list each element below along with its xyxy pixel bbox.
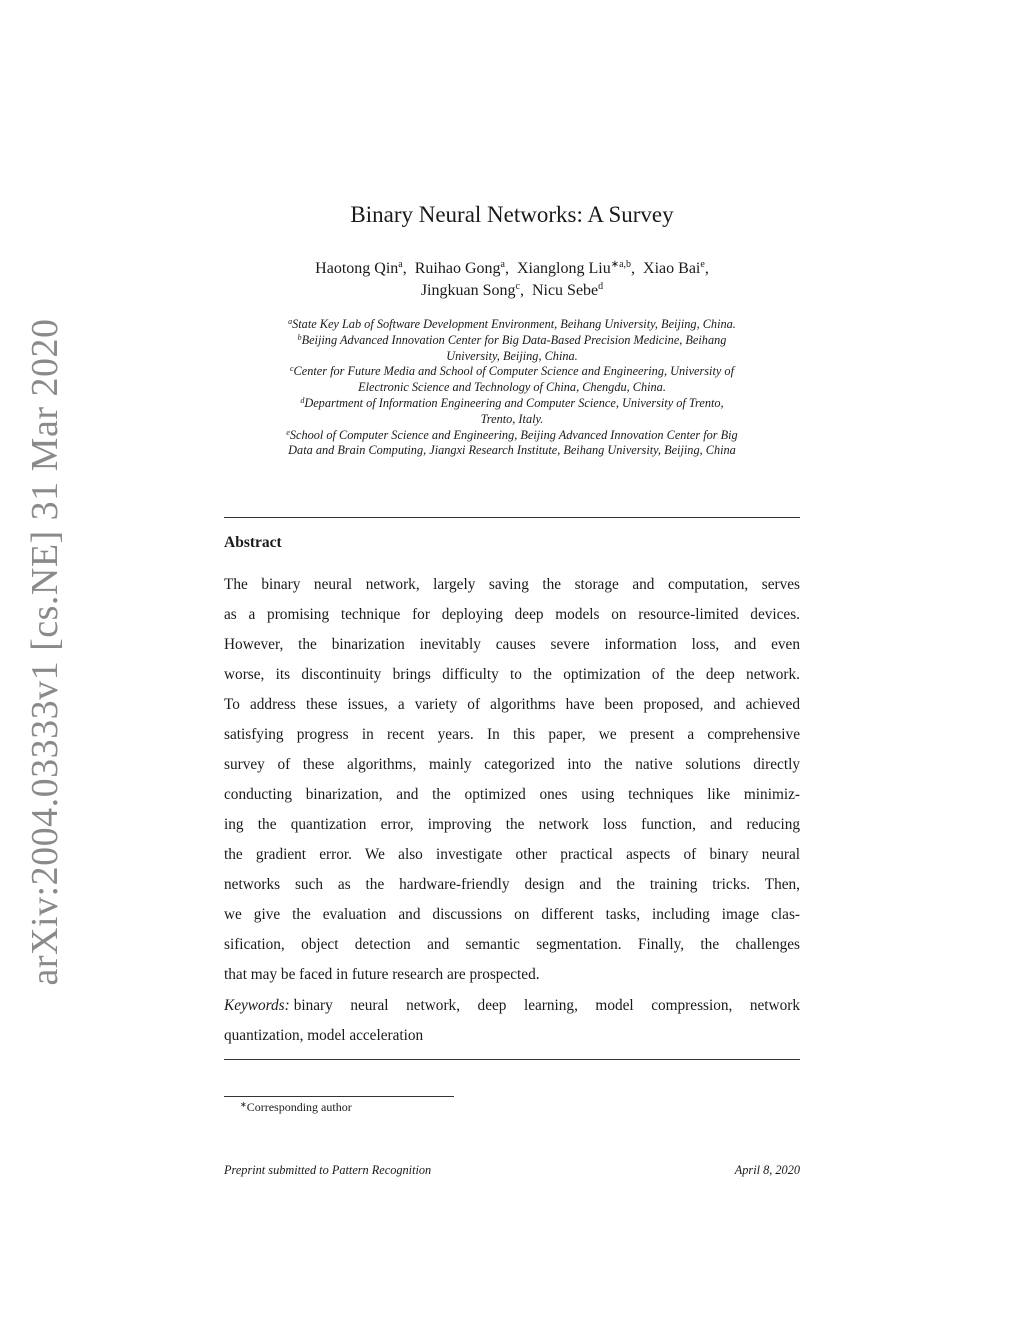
author-line-1: [224, 258, 800, 280]
abstract-body: [224, 570, 800, 990]
abstract-top-rule: [224, 517, 800, 518]
abstract-line: we give the evaluation and discussions on different tasks, including image clas-: [224, 906, 800, 923]
keywords-block: [224, 991, 800, 1051]
affiliation-a: [222, 317, 802, 333]
abstract-line: The binary neural network, largely saving the storage and computation, serves: [224, 576, 800, 593]
affiliation-e-cont: [222, 443, 802, 459]
paper-title: Binary Neural Networks: A Survey: [350, 202, 674, 227]
keywords-line-2: quantization, model acceleration: [224, 1027, 424, 1044]
affiliation-d: [222, 396, 802, 412]
author-superscript: d: [598, 281, 604, 292]
author-line-2: [224, 280, 800, 302]
abstract-line: To address these issues, a variety of algorithms have been proposed, and achieved: [224, 696, 800, 713]
arxiv-identifier-stamp: arXiv:2004.03333v1 [cs.NE] 31 Mar 2020: [24, 318, 66, 986]
abstract-bottom-rule: [224, 1059, 800, 1060]
abstract-line: that may be faced in future research are prospected.: [224, 966, 540, 983]
author-separator: ,: [402, 260, 415, 277]
affiliation-marker: c: [289, 364, 294, 374]
author-name: Nicu Sebe: [531, 282, 599, 299]
author-superscript: e: [700, 259, 705, 270]
footnote: [240, 1100, 352, 1115]
author-name: Ruihao Gong: [414, 260, 501, 277]
abstract-line: satisfying progress in recent years. In this paper, we present a comprehensive: [224, 726, 800, 743]
affiliations-block: [222, 317, 802, 459]
affiliation-line: School of Computer Science and Engineering, Beijing Advanced Innovation Center for Big: [289, 427, 738, 442]
affiliation-b-cont: [222, 349, 802, 365]
author-name: Jingkuan Song: [420, 282, 516, 299]
author-superscript: a: [398, 259, 403, 270]
author-separator: ,: [504, 260, 517, 277]
affiliation-d-cont: [222, 412, 802, 428]
affiliation-e: [222, 428, 802, 444]
footnote-rule: [224, 1096, 454, 1097]
abstract-line: networks such as the hardware-friendly design and the training tricks. Then,: [224, 876, 800, 893]
affiliation-line: Department of Information Engineering and Computer Science, University of Trento,: [304, 395, 724, 410]
affiliation-b: [222, 333, 802, 349]
affiliation-line: Electronic Science and Technology of China, Chengdu, China.: [358, 380, 666, 395]
affiliation-c-cont: [222, 380, 802, 396]
keywords-label: Keywords:: [224, 997, 290, 1014]
author-name: Haotong Qin: [315, 260, 399, 277]
footnote-text: Corresponding author: [246, 1100, 352, 1114]
author-separator: ,: [519, 282, 532, 299]
affiliation-line: University, Beijing, China.: [446, 348, 578, 363]
affiliation-line: Data and Brain Computing, Jiangxi Research Institute, Beihang University, Beijing, China: [288, 443, 736, 458]
author-superscript: a: [500, 259, 505, 270]
abstract-line: However, the binarization inevitably causes severe information loss, and even: [224, 636, 800, 653]
author-separator: ,: [631, 260, 644, 277]
affiliation-marker: a: [288, 317, 293, 326]
author-superscript: c: [515, 281, 520, 292]
affiliation-line: Beijing Advanced Innovation Center for Big Data-Based Precision Medicine, Beihang: [301, 332, 727, 347]
footnote-mark: ∗: [240, 1100, 247, 1109]
abstract-line: conducting binarization, and the optimized ones using techniques like minimiz-: [224, 786, 800, 803]
author-name: Xiao Bai: [643, 260, 701, 277]
affiliation-marker: b: [297, 332, 302, 342]
affiliation-line: Center for Future Media and School of Computer Science and Engineering, University of: [293, 364, 734, 379]
footer-preprint-note: Preprint submitted to Pattern Recognition: [224, 1163, 432, 1177]
author-list: [224, 258, 800, 302]
abstract-line: ing the quantization error, improving the network loss function, and reducing: [224, 816, 800, 833]
author-superscript: ∗a,b: [610, 259, 632, 270]
footer-date: April 8, 2020: [734, 1163, 800, 1177]
abstract-line: worse, its discontinuity brings difficulty to the optimization of the deep network.: [224, 666, 800, 683]
affiliation-line: State Key Lab of Software Development Environment, Beihang University, Beijing, China.: [292, 317, 736, 331]
keywords-line-1: [224, 991, 800, 1021]
abstract-line: the gradient error. We also investigate other practical aspects of binary neural: [224, 846, 800, 863]
affiliation-line: Trento, Italy.: [480, 411, 544, 426]
author-name: Xianglong Liu: [516, 260, 611, 277]
abstract-line: survey of these algorithms, mainly categorized into the native solutions directly: [224, 756, 800, 773]
affiliation-marker: d: [300, 395, 305, 405]
abstract-line: as a promising technique for deploying deep models on resource-limited devices.: [224, 606, 800, 623]
keywords-text: binary neural network, deep learning, model compression, network: [293, 997, 800, 1014]
affiliation-c: [222, 364, 802, 380]
abstract-heading: Abstract: [224, 534, 282, 551]
author-separator: ,: [704, 260, 709, 277]
affiliation-marker: e: [286, 427, 290, 437]
abstract-line: sification, object detection and semantic segmentation. Finally, the challenges: [224, 936, 800, 953]
